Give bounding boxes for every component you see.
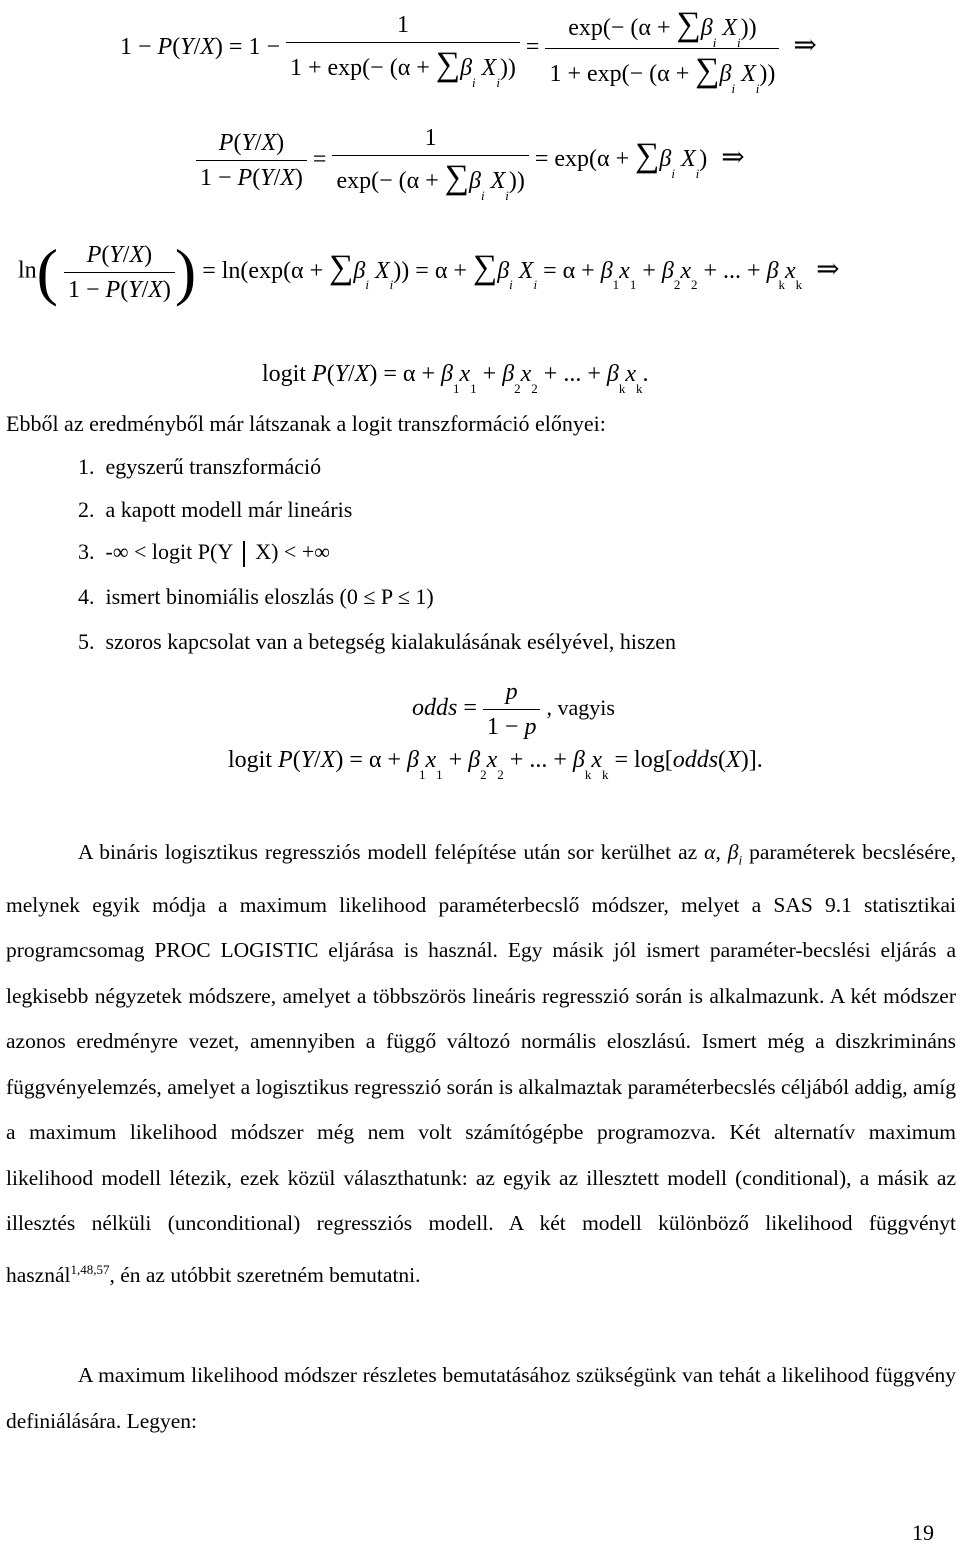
list-item: 4. ismert binomiális eloszlás (0 ≤ P ≤ 1) [78, 584, 434, 609]
equation-1: 1 − P(Y/X) = 1 − $\frac{1}{1 + \exp(- (\alpha + \sum\beta_i X_i))}$ = $\frac{\exp(- (\alpha + \sum\beta_i X_i))}{1 + \exp(- (\alpha + \sum\beta_i X_i))}$ ⇒ [120, 6, 817, 96]
list-item: 1. egyszerű transzformáció [78, 454, 322, 479]
citation-refs: 1,48,57 [70, 1261, 110, 1277]
list-item: 5. szoros kapcsolat van a betegség kialakulásának esélyével, hiszen [78, 629, 677, 654]
page-number: 19 [912, 1520, 934, 1545]
equation-logit-odds: logit $P(Y/X) = \alpha + \beta_1x_1 + \beta_2x_2$ + ... + $\beta_kx_k$ = log[odds(X)]. [228, 747, 763, 782]
equation-odds: odds = $\frac{p}{1 - p}$ , vagyis [412, 679, 615, 740]
list-item: 2. a kapott modell már lineáris [78, 497, 353, 522]
list-item: 3. -∞ < logit P(Y X) < +∞ [78, 541, 330, 567]
equation-2: $\frac{P(Y/X)}{1 - P(Y/X)}$ = $\frac{1}{\exp(- (\alpha + \sum\beta_i X_i))}$ = $\exp(\alpha + \sum\beta_i$ $X_i$) ⇒ [196, 126, 745, 196]
equation-4: logit $P(Y/X) = \alpha + \beta_1x_1 + \beta_2x_2$ + ... + $\beta_kx_k$. [262, 361, 649, 396]
given-bar [243, 541, 245, 567]
intro-line: Ebből az eredményből már látszanak a logit transzformáció előnyei: [6, 411, 606, 436]
paragraph-likelihood: A maximum likelihood módszer részletes bemutatásához szükségünk van tehát a likelihood függvény definiálására. Legyen: [6, 1363, 956, 1433]
paragraph-estimation: A bináris logisztikus regressziós modell felépítése után sor kerülhet az α, $\beta_i$ paraméterek becslésére, melynek egyik módja a maximum likelihood paraméterbecslő módszer, melyet a SAS 9.1 statisztikai programcsomag PROC LOGISTIC eljárása is használ. Egy másik jól ismert paraméter-becslési eljárás a legkisebb négyzetek módszere, amelyet a többszörös lineáris regresszió során is alkalmazunk. A két módszer azonos eredményre vezet, amennyiben a függő változó normális eloszlású. Ismert még a diszkrimináns függvényelemzés, amelyet a logisztikus regresszió során is alkalmaztak paraméterbecslés céljából addig, amíg a maximum likelihood módszer még nem volt számítógépbe programozva. Két alternatív maximum likelihood modell létezik, ezek közül választhatunk: az egyik az illesztett modell (conditional), a másik az illesztés nélküli (unconditional) regressziós modell. A két modell különböző likelihood függvényt használ$^{1,48,57}$, én az utóbbit szeretném bemutatni. [6, 840, 956, 1287]
equation-3: ln( $\frac{P(Y/X)}{1 - P(Y/X)}$ ) = $\ln(\exp(\alpha + \sum\beta_i$ $X_i)) = \alpha + \sum\beta_i$ $X_i = \alpha + \beta_1x_1 + \beta_2x_2$ + ... + $\beta_kx_k$ ⇒ [18, 236, 840, 307]
